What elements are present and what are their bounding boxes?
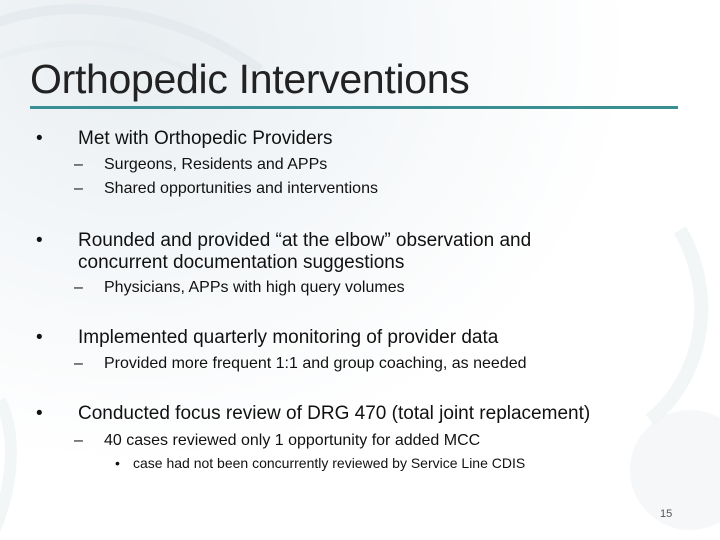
sub-bullet-text: Surgeons, Residents and APPs xyxy=(104,156,328,173)
sub-bullet-item xyxy=(74,431,674,451)
dash-mark: – xyxy=(74,355,83,372)
bullet-text-line-1: Rounded and provided “at the elbow” observation and xyxy=(78,230,532,251)
bullet-item xyxy=(36,327,676,349)
bullet-text: Conducted focus review of DRG 470 (total joint replacement) xyxy=(78,403,591,424)
sub-sub-bullet-text: case had not been concurrently reviewed by Service Line CDIS xyxy=(133,455,526,471)
bullet-mark: • xyxy=(36,230,43,251)
sub-bullet-item xyxy=(74,278,674,298)
sub-bullet-text: Provided more frequent 1:1 and group coaching, as needed xyxy=(104,355,527,372)
slide-title: Orthopedic Interventions xyxy=(30,56,470,102)
bullet-item xyxy=(36,128,676,150)
bullet-text: Met with Orthopedic Providers xyxy=(78,128,333,149)
sub-bullet-item xyxy=(74,155,674,175)
bullet-mark: • xyxy=(36,128,43,149)
sub-bullet-text: Shared opportunities and interventions xyxy=(104,180,378,197)
sub-bullet-item xyxy=(74,354,674,374)
bullet-mark: • xyxy=(115,455,120,471)
dash-mark: – xyxy=(74,432,83,449)
sub-sub-bullet-item xyxy=(115,454,675,472)
page-number: 15 xyxy=(660,508,673,520)
dash-mark: – xyxy=(74,180,83,197)
sub-bullet-text: Physicians, APPs with high query volumes xyxy=(104,279,405,296)
bullet-mark: • xyxy=(36,327,43,348)
dash-mark: – xyxy=(74,156,83,173)
dash-mark: – xyxy=(74,279,83,296)
bullet-item xyxy=(36,230,676,274)
sub-bullet-text: 40 cases reviewed only 1 opportunity for added MCC xyxy=(104,432,481,449)
bullet-item xyxy=(36,403,696,425)
bullet-text: Implemented quarterly monitoring of provider data xyxy=(78,327,499,348)
sub-bullet-item xyxy=(74,179,674,199)
title-underline xyxy=(30,106,678,109)
bullet-mark: • xyxy=(36,403,43,424)
bullet-text-line-2: concurrent documentation suggestions xyxy=(78,252,405,273)
